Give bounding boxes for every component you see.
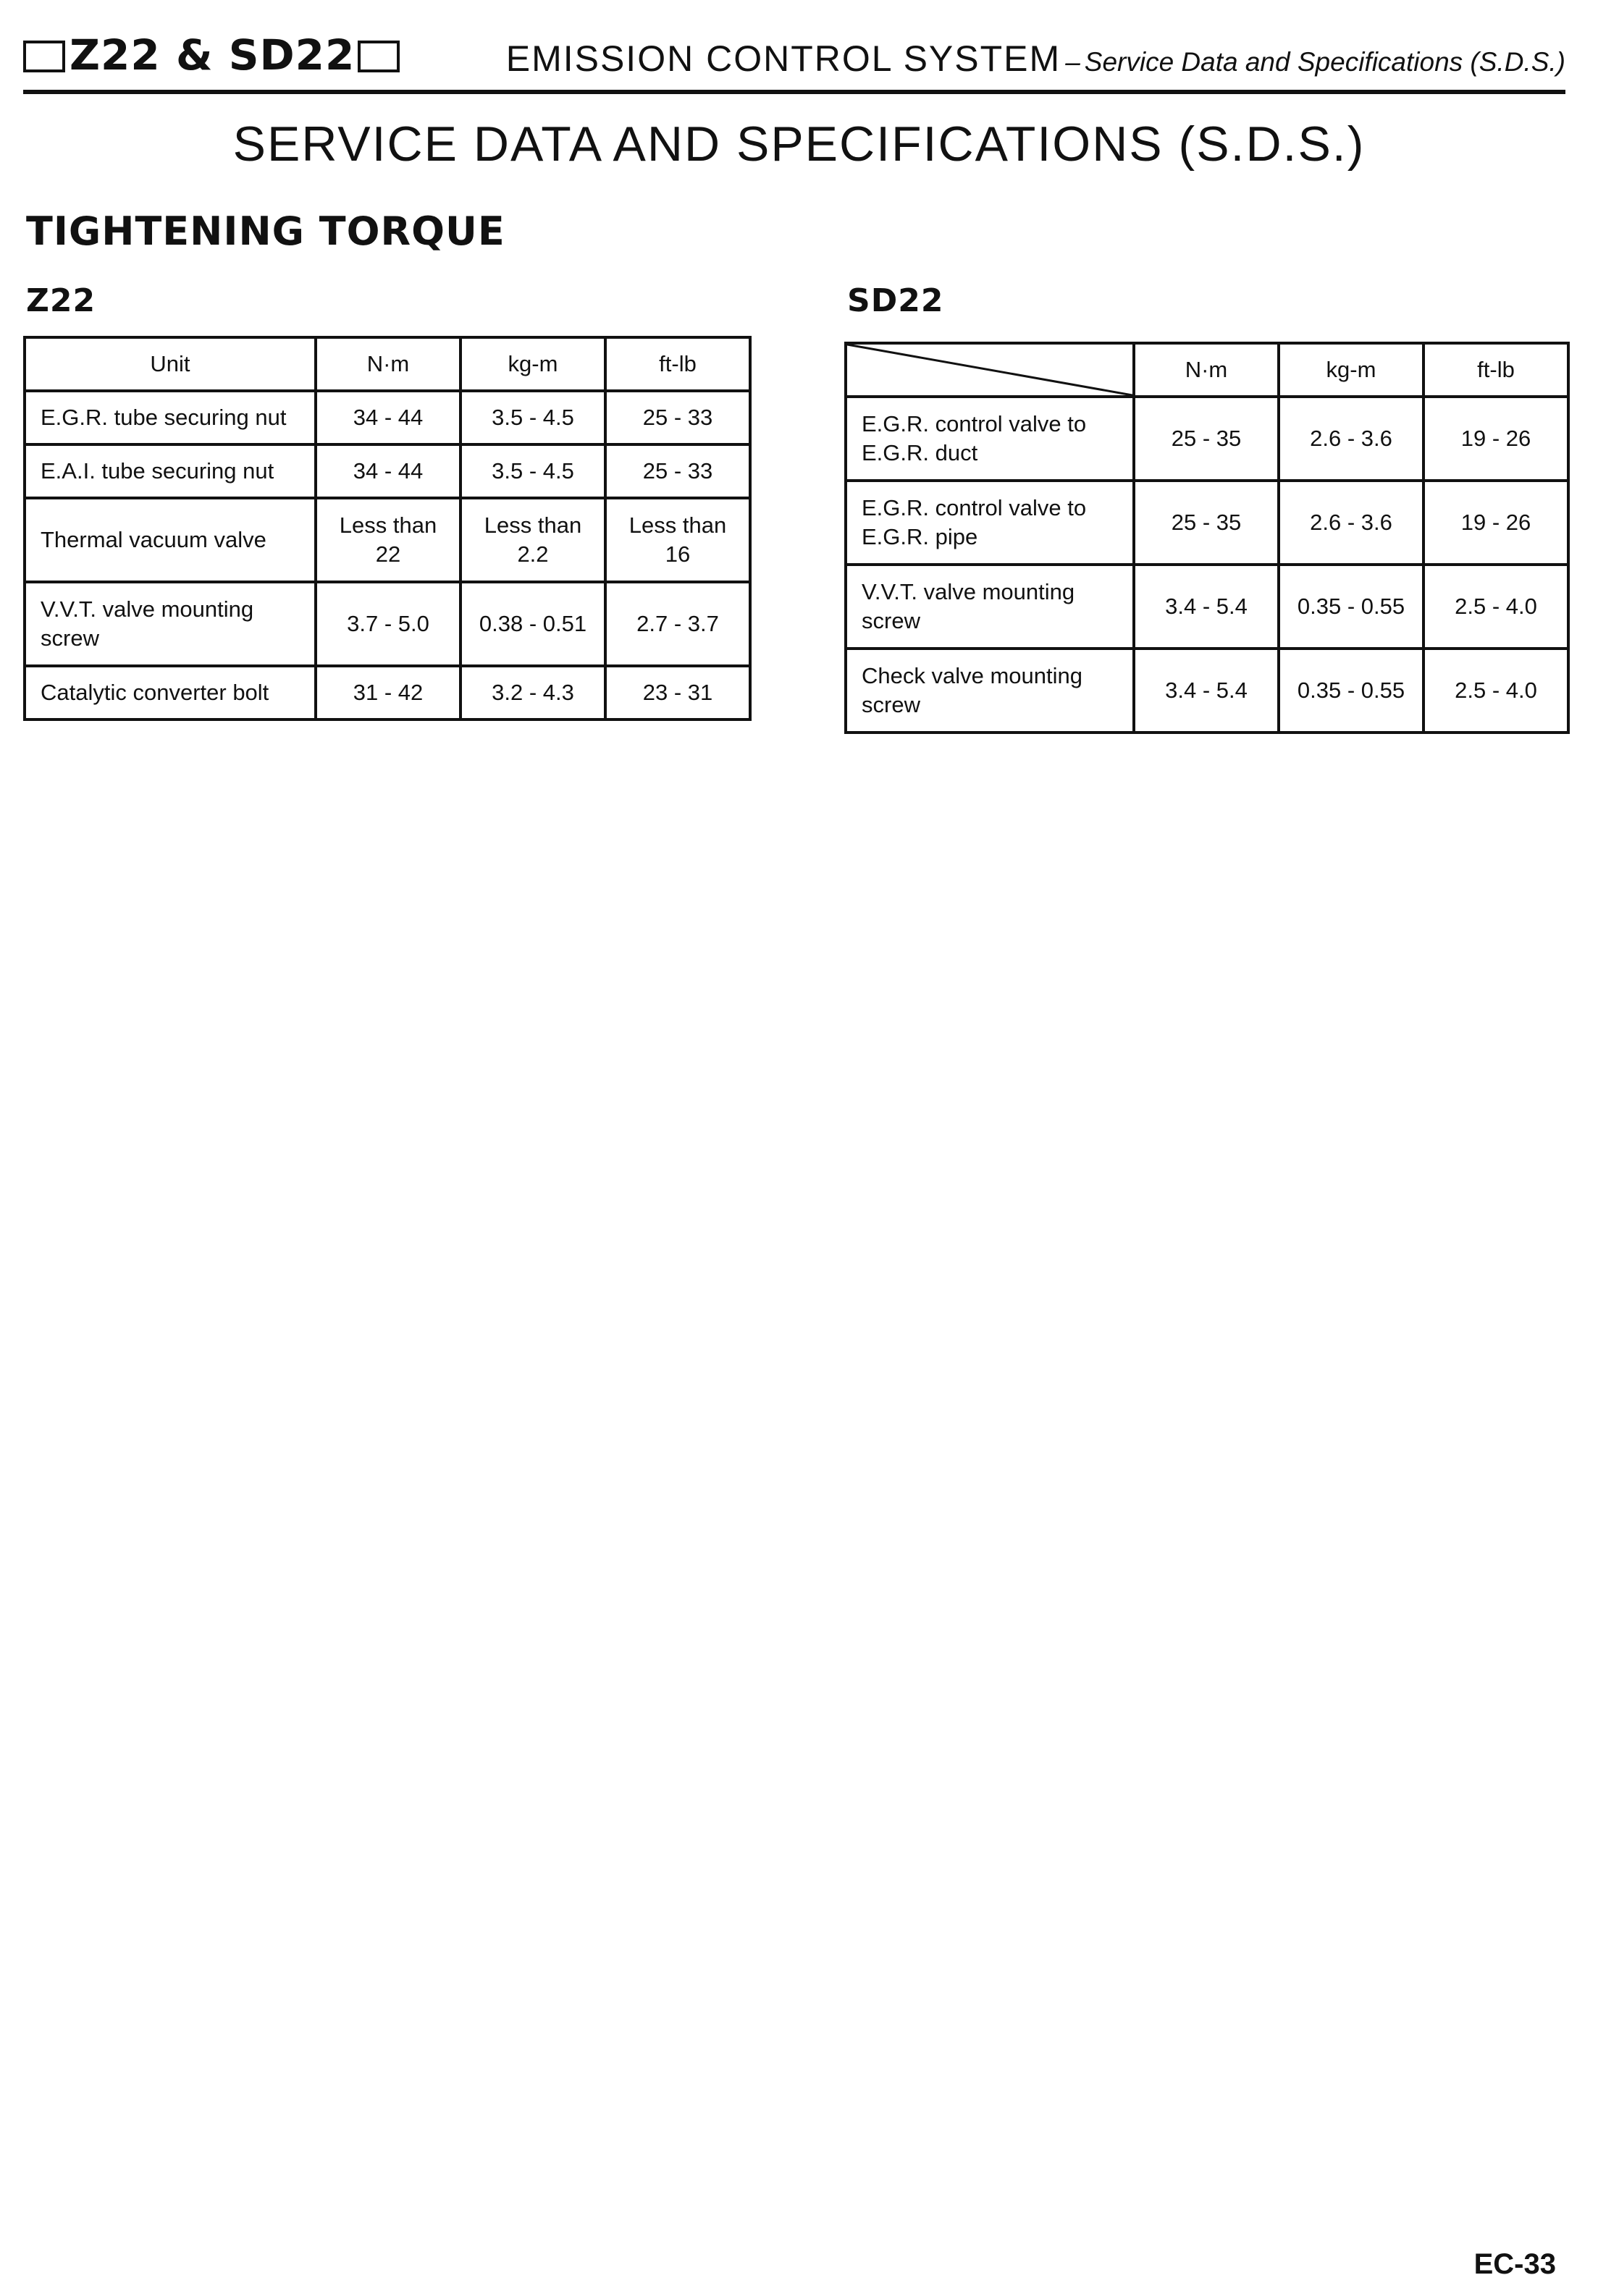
value-kgm: 3.5 - 4.5 — [461, 391, 605, 444]
subsection-separator: – — [1065, 47, 1080, 77]
section-title: TIGHTENING TORQUE — [26, 208, 505, 254]
value-nm: 3.7 - 5.0 — [316, 582, 461, 666]
item-name: Thermal vacuum valve — [25, 498, 316, 582]
value-nm: Less than 22 — [316, 498, 461, 582]
value-kgm: 0.35 - 0.55 — [1279, 565, 1424, 649]
value-kgm: 3.5 - 4.5 — [461, 444, 605, 498]
table-row — [25, 666, 750, 719]
box-marker-left — [23, 41, 65, 72]
value-nm: 25 - 35 — [1134, 397, 1279, 481]
table-row — [846, 649, 1568, 733]
value-kgm: Less than 2.2 — [461, 498, 605, 582]
value-kgm: 2.6 - 3.6 — [1279, 397, 1424, 481]
system-name: EMISSION CONTROL SYSTEM — [505, 38, 1061, 79]
item-name: Catalytic converter bolt — [25, 666, 316, 719]
value-ftlb: 2.7 - 3.7 — [605, 582, 750, 666]
value-ftlb: 25 - 33 — [605, 391, 750, 444]
table-header-row — [25, 337, 750, 391]
header-ftlb: ft-lb — [605, 337, 750, 391]
page-title: SERVICE DATA AND SPECIFICATIONS (S.D.S.) — [232, 117, 1366, 172]
item-name: E.G.R. control valve to E.G.R. duct — [846, 397, 1134, 481]
header-unit: Unit — [25, 337, 316, 391]
value-ftlb: 2.5 - 4.0 — [1424, 649, 1568, 733]
value-ftlb: 2.5 - 4.0 — [1424, 565, 1568, 649]
header-nm: N·m — [316, 337, 461, 391]
value-ftlb: Less than 16 — [605, 498, 750, 582]
value-kgm: 0.38 - 0.51 — [461, 582, 605, 666]
value-ftlb: 19 - 26 — [1424, 397, 1568, 481]
table-row — [25, 582, 750, 666]
value-kgm: 0.35 - 0.55 — [1279, 649, 1424, 733]
table-header-row — [846, 343, 1568, 397]
subsection-name: Service Data and Specifications (S.D.S.) — [1084, 47, 1565, 77]
value-ftlb: 19 - 26 — [1424, 481, 1568, 565]
value-nm: 25 - 35 — [1134, 481, 1279, 565]
z22-title: Z22 — [26, 282, 96, 319]
table-row — [846, 481, 1568, 565]
value-nm: 34 - 44 — [316, 444, 461, 498]
value-nm: 31 - 42 — [316, 666, 461, 719]
item-name: V.V.T. valve mounting screw — [846, 565, 1134, 649]
item-name: Check valve mounting screw — [846, 649, 1134, 733]
diagonal-corner-cell — [846, 343, 1134, 397]
model-label — [23, 30, 400, 80]
table-row — [25, 444, 750, 498]
page-number: EC-33 — [1473, 2248, 1556, 2280]
value-kgm: 2.6 - 3.6 — [1279, 481, 1424, 565]
diagonal-line — [847, 345, 1132, 395]
table-row — [846, 565, 1568, 649]
header-kgm: kg-m — [461, 337, 605, 391]
item-name: E.A.I. tube securing nut — [25, 444, 316, 498]
page-header — [23, 26, 1565, 84]
model-text: Z22 & SD22 — [70, 30, 356, 80]
header-kgm: kg-m — [1279, 343, 1424, 397]
value-ftlb: 23 - 31 — [605, 666, 750, 719]
value-nm: 34 - 44 — [316, 391, 461, 444]
item-name: E.G.R. control valve to E.G.R. pipe — [846, 481, 1134, 565]
item-name: V.V.T. valve mounting screw — [25, 582, 316, 666]
header-nm: N·m — [1134, 343, 1279, 397]
box-marker-right — [358, 41, 400, 72]
value-nm: 3.4 - 5.4 — [1134, 565, 1279, 649]
value-nm: 3.4 - 5.4 — [1134, 649, 1279, 733]
sd22-torque-table — [844, 342, 1570, 734]
item-name: E.G.R. tube securing nut — [25, 391, 316, 444]
value-kgm: 3.2 - 4.3 — [461, 666, 605, 719]
sd22-title: SD22 — [847, 282, 944, 319]
header-ftlb: ft-lb — [1424, 343, 1568, 397]
value-ftlb: 25 - 33 — [605, 444, 750, 498]
table-row — [25, 391, 750, 444]
z22-torque-table — [23, 336, 752, 721]
header-section — [506, 38, 1565, 80]
header-rule — [23, 90, 1565, 94]
table-row — [846, 397, 1568, 481]
table-row — [25, 498, 750, 582]
